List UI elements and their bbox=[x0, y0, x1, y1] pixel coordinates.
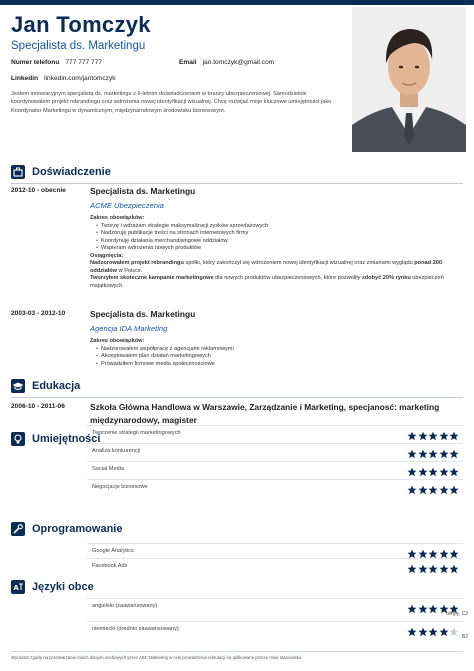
skill-row bbox=[87, 443, 463, 455]
education-title: Szkoła Główna Handlowa w Warszawie, Zarządzanie i Marketing, specjanosć: marketing międzynarodowy, magister bbox=[90, 402, 440, 425]
job-2-duties bbox=[90, 346, 462, 369]
language-row bbox=[87, 621, 463, 633]
star-icon bbox=[428, 627, 438, 637]
star-icon bbox=[428, 604, 438, 614]
language-level: biegły, C2 bbox=[446, 611, 468, 617]
language-name: niemiecki (średnio zaawansowany) bbox=[92, 626, 179, 632]
star-icon bbox=[439, 431, 449, 441]
star-icon bbox=[407, 604, 417, 614]
language-row bbox=[87, 598, 463, 610]
skill-name: Tworzenie strategii marketingowych bbox=[92, 430, 181, 436]
star-icon bbox=[407, 485, 417, 495]
phone-label: Numer telefonu bbox=[11, 59, 60, 66]
email-value[interactable]: jan.tomczyk@gmail.com bbox=[202, 59, 275, 66]
skill-row bbox=[87, 461, 463, 473]
star-icon bbox=[407, 627, 417, 637]
star-icon bbox=[407, 431, 417, 441]
star-icon bbox=[428, 564, 438, 574]
job-2-details bbox=[90, 338, 462, 368]
star-icon bbox=[418, 627, 428, 637]
star-icon bbox=[439, 564, 449, 574]
list-item: • Akceptowałem plan działań marketingowych bbox=[96, 353, 462, 361]
job-1-achievements-label: Osiągnięcia: bbox=[90, 252, 124, 259]
profile-photo bbox=[352, 7, 466, 152]
star-icon bbox=[418, 564, 428, 574]
list-item: • Tworzę i wdrażam strategie maksymalizacji zysków sprzedażowych bbox=[96, 223, 462, 231]
skill-row bbox=[87, 543, 463, 555]
linkedin-label: Linkedin bbox=[11, 75, 39, 82]
svg-text:A: A bbox=[13, 584, 19, 592]
job-2-duties-label: Zakres obowiązków: bbox=[90, 338, 145, 344]
software-heading: Oprogramowanie bbox=[32, 523, 123, 535]
skill-name: Analiza konkurencji bbox=[92, 448, 141, 454]
star-icon bbox=[407, 449, 417, 459]
language-level: B2 bbox=[461, 634, 468, 640]
star-icon bbox=[439, 449, 449, 459]
gdpr-consent-footer: Wyrażam zgodę na przetwarzanie moich danych osobowych przez ABC Marketing w celu prowadzenia rekrutacji na aplikowane przeze mnie stanowisko. bbox=[11, 651, 463, 660]
star-icon bbox=[407, 467, 417, 477]
job-2-company: Agencja IDA Marketing bbox=[90, 324, 168, 333]
skill-name: Negocjacje biznesowe bbox=[92, 484, 148, 490]
skills-heading: Umiejętności bbox=[32, 433, 101, 445]
skill-row bbox=[87, 479, 463, 491]
star-icon bbox=[449, 431, 459, 441]
skill-name: Social Media bbox=[92, 466, 125, 472]
contact-email bbox=[179, 59, 274, 66]
lightbulb-icon bbox=[11, 432, 25, 446]
star-icon bbox=[418, 431, 428, 441]
skill-name: Facebook Ads bbox=[92, 563, 128, 569]
star-icon bbox=[449, 564, 459, 574]
skill-name: Google Analytics bbox=[92, 548, 134, 554]
star-icon bbox=[428, 449, 438, 459]
star-icon bbox=[428, 485, 438, 495]
candidate-name: Jan Tomczyk bbox=[11, 12, 151, 37]
language-icon bbox=[11, 580, 25, 594]
section-divider bbox=[11, 397, 463, 398]
candidate-title: Specjalista ds. Marketingu bbox=[11, 40, 146, 52]
language-rating bbox=[407, 624, 460, 642]
star-icon bbox=[428, 431, 438, 441]
star-icon bbox=[449, 485, 459, 495]
phone-value: 777 777 777 bbox=[65, 59, 103, 66]
job-2-position: Specjalista ds. Marketingu bbox=[90, 309, 196, 319]
list-item: • Wspieram wdrożenia nowych produktów bbox=[96, 245, 462, 253]
list-item: • Nadzorowałem współpracę z agencjami reklamowymi bbox=[96, 346, 462, 354]
job-1-company: ACME Ubezpieczenia bbox=[90, 201, 164, 210]
experience-heading: Doświadczenie bbox=[32, 166, 111, 178]
star-icon bbox=[449, 627, 459, 637]
contact-phone bbox=[11, 59, 102, 66]
education-dates: 2006-10 - 2011-06 bbox=[11, 403, 65, 410]
education-heading: Edukacja bbox=[32, 380, 81, 392]
job-1-dates: 2012-10 - obecnie bbox=[11, 187, 66, 194]
job-1-duties bbox=[90, 223, 462, 253]
job-2-dates: 2003-03 - 2012-10 bbox=[11, 310, 66, 317]
skill-rating bbox=[407, 482, 460, 500]
star-icon bbox=[439, 467, 449, 477]
skill-rating bbox=[407, 561, 460, 579]
star-icon bbox=[449, 467, 459, 477]
job-1-achievement-1: Nadzorowałem projekt rebrandingu spółki, który zakończył się wdrożeniem nowej identyfikacji wizualnej oraz zmianami wyglądu ponad 200 oddziałów w Polsce. bbox=[90, 260, 442, 274]
skill-row bbox=[87, 425, 463, 437]
star-icon bbox=[418, 449, 428, 459]
star-icon bbox=[418, 467, 428, 477]
tools-icon bbox=[11, 522, 25, 536]
star-icon bbox=[439, 627, 449, 637]
list-item: • Koordynuję działania merchandisingowe oddziałów bbox=[96, 238, 462, 246]
star-icon bbox=[428, 467, 438, 477]
job-1-position: Specjalista ds. Marketingu bbox=[90, 186, 196, 196]
job-1-duties-label: Zakres obowiązków: bbox=[90, 215, 145, 221]
star-icon bbox=[418, 485, 428, 495]
job-1-details bbox=[90, 215, 462, 290]
graduation-cap-icon bbox=[11, 379, 25, 393]
skill-row bbox=[87, 558, 463, 570]
star-icon bbox=[449, 449, 459, 459]
language-name: angielski (zaawansowany) bbox=[92, 603, 158, 609]
star-icon bbox=[407, 564, 417, 574]
star-icon bbox=[418, 604, 428, 614]
job-1-achievement-2: Tworzyłem skuteczne kampanie marketingowe dla nowych produktów ubezpieczeniowych, które pozwoliły zdobyć 20% rynku ubezpieczeń majątkowych. bbox=[90, 275, 444, 289]
languages-heading: Języki obce bbox=[32, 581, 94, 593]
section-divider bbox=[11, 183, 463, 184]
email-label: Email bbox=[179, 59, 197, 66]
profile-summary: Jestem innowacyjnym specjalistą ds. marketingu z 6-letnim doświadczeniem w branży ubezpieczeniowej. Samodzielnie koordynowałem projekt rebrandingu oraz wdrożenia nowej identyfikacji wizualnej. Chcę rozwijać moje kluczowe umiejętności jako Koordynator Marketingu w dynamicznym, międzynarodowym środowisku biznesowym. bbox=[11, 91, 332, 114]
star-icon bbox=[439, 485, 449, 495]
list-item: • Prowadziłem firmowe media społecznościowe bbox=[96, 361, 462, 369]
header-accent-bar bbox=[0, 0, 474, 5]
linkedin-value[interactable]: linkedin.com/jantomczyk bbox=[44, 75, 116, 82]
list-item: • Nadzoruję publikacje treści na stronach internetowych firmy bbox=[96, 230, 462, 238]
contact-linkedin bbox=[11, 75, 116, 82]
briefcase-icon bbox=[11, 165, 25, 179]
